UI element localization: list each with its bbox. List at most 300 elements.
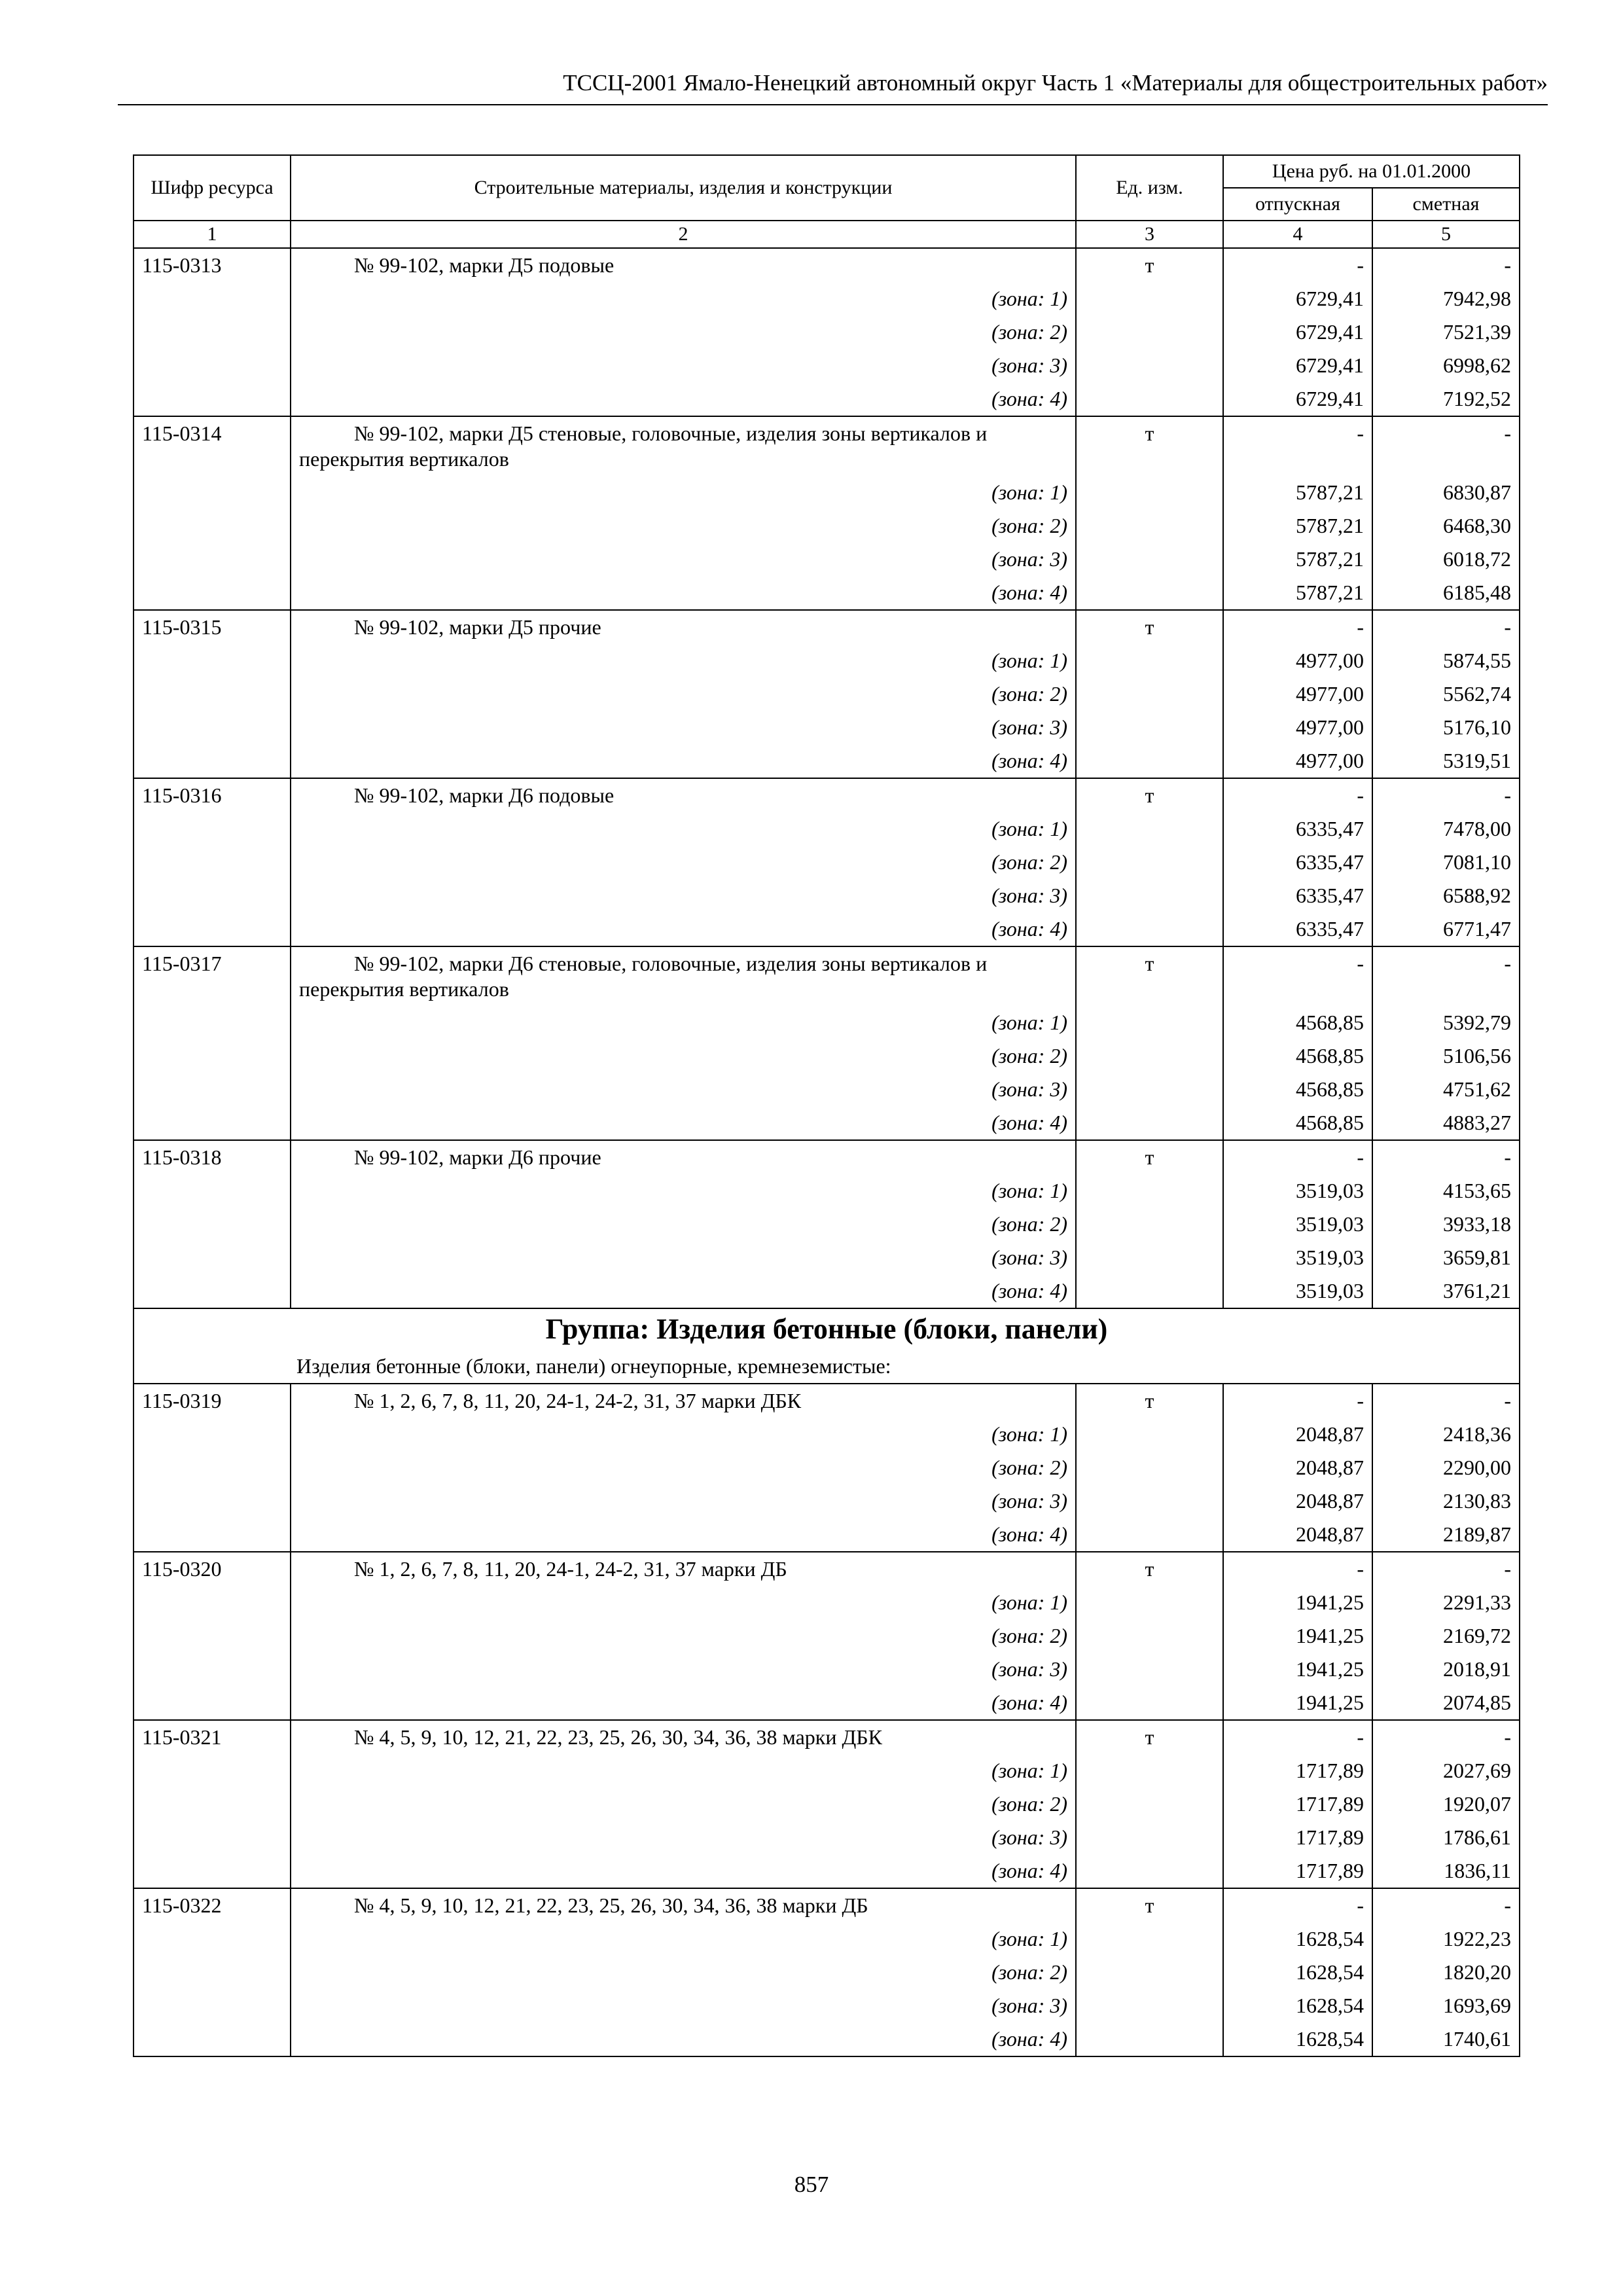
unit: т (1076, 610, 1223, 644)
empty-cell (134, 1586, 291, 1619)
zone-row (134, 282, 1520, 315)
table-row (134, 1552, 1520, 1586)
release-price: - (1223, 778, 1372, 812)
empty-cell (1076, 879, 1223, 912)
estimate-price: 2074,85 (1372, 1686, 1520, 1720)
material-name: № 99-102, марки Д5 подовые (291, 248, 1076, 282)
release-price: 6729,41 (1223, 382, 1372, 416)
zone-row (134, 576, 1520, 610)
empty-cell (134, 1451, 291, 1484)
zone-label: (зона: 2) (291, 509, 1076, 543)
empty-cell (1076, 315, 1223, 349)
table-row (134, 1140, 1520, 1174)
zone-row (134, 1989, 1520, 2022)
zone-label: (зона: 1) (291, 1006, 1076, 1039)
empty-cell (1076, 1106, 1223, 1140)
empty-cell (1076, 711, 1223, 744)
empty-cell (134, 1073, 291, 1106)
release-price: 2048,87 (1223, 1484, 1372, 1518)
zone-label: (зона: 4) (291, 912, 1076, 946)
zone-label: (зона: 4) (291, 1106, 1076, 1140)
release-price: 2048,87 (1223, 1418, 1372, 1451)
zone-row (134, 812, 1520, 846)
zone-row (134, 1241, 1520, 1274)
empty-cell (134, 744, 291, 778)
resource-code: 115-0315 (134, 610, 291, 644)
estimate-price: 6998,62 (1372, 349, 1520, 382)
zone-label: (зона: 2) (291, 315, 1076, 349)
empty-cell (134, 1174, 291, 1208)
zone-row (134, 1518, 1520, 1552)
zone-row (134, 1956, 1520, 1989)
estimate-price: - (1372, 946, 1520, 1006)
empty-cell (1076, 382, 1223, 416)
estimate-price: 1740,61 (1372, 2022, 1520, 2056)
estimate-price: 7942,98 (1372, 282, 1520, 315)
empty-cell (1076, 1518, 1223, 1552)
empty-cell (134, 1039, 291, 1073)
empty-cell (1076, 1854, 1223, 1888)
release-price: - (1223, 1720, 1372, 1754)
estimate-price: 6830,87 (1372, 476, 1520, 509)
empty-cell (134, 1754, 291, 1787)
empty-cell (1076, 1451, 1223, 1484)
release-price: 1941,25 (1223, 1653, 1372, 1686)
estimate-price: 7081,10 (1372, 846, 1520, 879)
material-name: № 4, 5, 9, 10, 12, 21, 22, 23, 25, 26, 30, 34, 36, 38 марки ДБ (291, 1888, 1076, 1922)
zone-label: (зона: 1) (291, 1586, 1076, 1619)
release-price: - (1223, 1888, 1372, 1922)
zone-label: (зона: 4) (291, 1854, 1076, 1888)
table-row (134, 946, 1520, 1006)
zone-label: (зона: 1) (291, 1418, 1076, 1451)
header-rule (118, 104, 1548, 105)
zone-label: (зона: 1) (291, 1754, 1076, 1787)
zone-label: (зона: 2) (291, 1451, 1076, 1484)
zone-label: (зона: 4) (291, 1274, 1076, 1308)
zone-label: (зона: 3) (291, 1821, 1076, 1854)
table-row (134, 610, 1520, 644)
zone-label: (зона: 3) (291, 543, 1076, 576)
estimate-price: 1820,20 (1372, 1956, 1520, 1989)
empty-cell (1076, 1274, 1223, 1308)
empty-cell (134, 1106, 291, 1140)
empty-cell (1076, 1821, 1223, 1854)
material-name: № 1, 2, 6, 7, 8, 11, 20, 24-1, 24-2, 31, 37 марки ДБ (291, 1552, 1076, 1586)
release-price: - (1223, 248, 1372, 282)
resource-code: 115-0320 (134, 1552, 291, 1586)
resource-code: 115-0322 (134, 1888, 291, 1922)
empty-cell (1076, 1006, 1223, 1039)
release-price: 5787,21 (1223, 476, 1372, 509)
resource-code: 115-0317 (134, 946, 291, 1006)
release-price: - (1223, 1552, 1372, 1586)
zone-label: (зона: 3) (291, 1241, 1076, 1274)
zone-row (134, 677, 1520, 711)
resource-code: 115-0318 (134, 1140, 291, 1174)
empty-cell (134, 543, 291, 576)
unit: т (1076, 248, 1223, 282)
estimate-price: 2018,91 (1372, 1653, 1520, 1686)
release-price: 1941,25 (1223, 1686, 1372, 1720)
zone-row (134, 315, 1520, 349)
zone-label: (зона: 4) (291, 576, 1076, 610)
material-name: № 99-102, марки Д5 прочие (291, 610, 1076, 644)
empty-cell (1076, 476, 1223, 509)
zone-row (134, 1854, 1520, 1888)
estimate-price: 2189,87 (1372, 1518, 1520, 1552)
group-subtitle: Изделия бетонные (блоки, панели) огнеупорные, кремнеземистые: (134, 1350, 1520, 1384)
zone-row (134, 846, 1520, 879)
zone-row (134, 382, 1520, 416)
zone-row (134, 1418, 1520, 1451)
col-header-code: Шифр ресурса (134, 155, 291, 221)
resource-code: 115-0319 (134, 1384, 291, 1418)
empty-cell (1076, 744, 1223, 778)
estimate-price: 3659,81 (1372, 1241, 1520, 1274)
zone-row (134, 1039, 1520, 1073)
col-header-estimate: сметная (1372, 188, 1520, 221)
empty-cell (1076, 1418, 1223, 1451)
estimate-price: 5319,51 (1372, 744, 1520, 778)
empty-cell (134, 1418, 291, 1451)
zone-label: (зона: 4) (291, 382, 1076, 416)
estimate-price: 6185,48 (1372, 576, 1520, 610)
zone-label: (зона: 2) (291, 1039, 1076, 1073)
estimate-price: 5874,55 (1372, 644, 1520, 677)
release-price: - (1223, 610, 1372, 644)
empty-cell (134, 1006, 291, 1039)
release-price: 3519,03 (1223, 1274, 1372, 1308)
estimate-price: 7192,52 (1372, 382, 1520, 416)
estimate-price: 6018,72 (1372, 543, 1520, 576)
release-price: 5787,21 (1223, 543, 1372, 576)
estimate-price: 1920,07 (1372, 1787, 1520, 1821)
estimate-price: 1836,11 (1372, 1854, 1520, 1888)
empty-cell (1076, 1922, 1223, 1956)
col-number: 1 (134, 221, 291, 248)
release-price: 6335,47 (1223, 912, 1372, 946)
estimate-price: 4153,65 (1372, 1174, 1520, 1208)
empty-cell (134, 1989, 291, 2022)
release-price: 3519,03 (1223, 1208, 1372, 1241)
empty-cell (1076, 1174, 1223, 1208)
release-price: - (1223, 1140, 1372, 1174)
col-header-unit: Ед. изм. (1076, 155, 1223, 221)
empty-cell (1076, 543, 1223, 576)
material-name: № 99-102, марки Д5 стеновые, головочные, изделия зоны вертикалов и перекрытия вертикалов (291, 416, 1076, 476)
release-price: 1628,54 (1223, 2022, 1372, 2056)
estimate-price: 4883,27 (1372, 1106, 1520, 1140)
zone-row (134, 711, 1520, 744)
empty-cell (134, 644, 291, 677)
empty-cell (134, 1241, 291, 1274)
zone-row (134, 509, 1520, 543)
estimate-price: 3933,18 (1372, 1208, 1520, 1241)
zone-row (134, 744, 1520, 778)
zone-label: (зона: 1) (291, 1174, 1076, 1208)
col-header-release: отпускная (1223, 188, 1372, 221)
empty-cell (1076, 1686, 1223, 1720)
estimate-price: 6771,47 (1372, 912, 1520, 946)
zone-label: (зона: 2) (291, 1208, 1076, 1241)
empty-cell (1076, 509, 1223, 543)
table-row (134, 248, 1520, 282)
col-number: 4 (1223, 221, 1372, 248)
zone-label: (зона: 3) (291, 1989, 1076, 2022)
zone-row (134, 1484, 1520, 1518)
estimate-price: 5392,79 (1372, 1006, 1520, 1039)
empty-cell (134, 476, 291, 509)
zone-label: (зона: 3) (291, 1653, 1076, 1686)
release-price: 4568,85 (1223, 1006, 1372, 1039)
empty-cell (134, 1653, 291, 1686)
empty-cell (134, 349, 291, 382)
material-name: № 99-102, марки Д6 стеновые, головочные, изделия зоны вертикалов и перекрытия вертикалов (291, 946, 1076, 1006)
release-price: 4977,00 (1223, 711, 1372, 744)
estimate-price: 7478,00 (1372, 812, 1520, 846)
empty-cell (1076, 1754, 1223, 1787)
zone-label: (зона: 2) (291, 1956, 1076, 1989)
unit: т (1076, 1720, 1223, 1754)
empty-cell (134, 846, 291, 879)
empty-cell (1076, 1586, 1223, 1619)
zone-label: (зона: 4) (291, 1686, 1076, 1720)
estimate-price: - (1372, 248, 1520, 282)
estimate-price: 6468,30 (1372, 509, 1520, 543)
zone-row (134, 1821, 1520, 1854)
empty-cell (1076, 912, 1223, 946)
page-number: 857 (794, 2172, 829, 2197)
zone-row (134, 476, 1520, 509)
release-price: 4977,00 (1223, 644, 1372, 677)
table-row (134, 1888, 1520, 1922)
zone-row (134, 1106, 1520, 1140)
release-price: 5787,21 (1223, 509, 1372, 543)
estimate-price: 2027,69 (1372, 1754, 1520, 1787)
release-price: 6729,41 (1223, 315, 1372, 349)
empty-cell (134, 1821, 291, 1854)
release-price: 6335,47 (1223, 879, 1372, 912)
zone-label: (зона: 3) (291, 711, 1076, 744)
table-row (134, 778, 1520, 812)
estimate-price: - (1372, 1720, 1520, 1754)
empty-cell (134, 2022, 291, 2056)
empty-cell (134, 812, 291, 846)
zone-row (134, 1619, 1520, 1653)
zone-label: (зона: 1) (291, 812, 1076, 846)
unit: т (1076, 416, 1223, 476)
estimate-price: 2418,36 (1372, 1418, 1520, 1451)
zone-label: (зона: 1) (291, 644, 1076, 677)
empty-cell (1076, 1241, 1223, 1274)
zone-row (134, 1922, 1520, 1956)
zone-row (134, 543, 1520, 576)
col-header-price: Цена руб. на 01.01.2000 (1223, 155, 1520, 188)
empty-cell (134, 711, 291, 744)
material-name: № 1, 2, 6, 7, 8, 11, 20, 24-1, 24-2, 31, 37 марки ДБК (291, 1384, 1076, 1418)
release-price: 1717,89 (1223, 1854, 1372, 1888)
zone-label: (зона: 1) (291, 1922, 1076, 1956)
release-price: 1717,89 (1223, 1754, 1372, 1787)
resource-code: 115-0313 (134, 248, 291, 282)
empty-cell (134, 1787, 291, 1821)
material-name: № 99-102, марки Д6 подовые (291, 778, 1076, 812)
zone-label: (зона: 3) (291, 1073, 1076, 1106)
zone-row (134, 1073, 1520, 1106)
release-price: 3519,03 (1223, 1241, 1372, 1274)
zone-label: (зона: 3) (291, 1484, 1076, 1518)
empty-cell (134, 282, 291, 315)
estimate-price: 5176,10 (1372, 711, 1520, 744)
release-price: - (1223, 946, 1372, 1006)
resource-code: 115-0316 (134, 778, 291, 812)
zone-row (134, 1686, 1520, 1720)
zone-row (134, 2022, 1520, 2056)
table-row (134, 1384, 1520, 1418)
zone-row (134, 1174, 1520, 1208)
estimate-price: 2290,00 (1372, 1451, 1520, 1484)
release-price: 4977,00 (1223, 677, 1372, 711)
empty-cell (1076, 677, 1223, 711)
empty-cell (1076, 1989, 1223, 2022)
unit: т (1076, 778, 1223, 812)
estimate-price: - (1372, 1384, 1520, 1418)
estimate-price: 4751,62 (1372, 1073, 1520, 1106)
empty-cell (1076, 1484, 1223, 1518)
zone-row (134, 1754, 1520, 1787)
zone-label: (зона: 3) (291, 879, 1076, 912)
estimate-price: 7521,39 (1372, 315, 1520, 349)
col-number: 5 (1372, 221, 1520, 248)
material-name: № 4, 5, 9, 10, 12, 21, 22, 23, 25, 26, 30, 34, 36, 38 марки ДБК (291, 1720, 1076, 1754)
empty-cell (1076, 1073, 1223, 1106)
estimate-price: - (1372, 610, 1520, 644)
zone-row (134, 1653, 1520, 1686)
release-price: 1628,54 (1223, 1989, 1372, 2022)
zone-row (134, 1586, 1520, 1619)
col-header-name: Строительные материалы, изделия и конструкции (291, 155, 1076, 221)
unit: т (1076, 946, 1223, 1006)
empty-cell (134, 1956, 291, 1989)
empty-cell (1076, 1039, 1223, 1073)
empty-cell (134, 509, 291, 543)
empty-cell (1076, 644, 1223, 677)
empty-cell (1076, 2022, 1223, 2056)
release-price: 1717,89 (1223, 1821, 1372, 1854)
zone-row (134, 1006, 1520, 1039)
empty-cell (1076, 1787, 1223, 1821)
zone-label: (зона: 2) (291, 1787, 1076, 1821)
estimate-price: 2130,83 (1372, 1484, 1520, 1518)
estimate-price: 5562,74 (1372, 677, 1520, 711)
empty-cell (1076, 846, 1223, 879)
zone-row (134, 912, 1520, 946)
empty-cell (1076, 1956, 1223, 1989)
release-price: 1628,54 (1223, 1922, 1372, 1956)
empty-cell (134, 1484, 291, 1518)
zone-row (134, 1208, 1520, 1241)
empty-cell (134, 677, 291, 711)
empty-cell (134, 1518, 291, 1552)
zone-label: (зона: 2) (291, 677, 1076, 711)
empty-cell (134, 912, 291, 946)
unit: т (1076, 1140, 1223, 1174)
release-price: 6335,47 (1223, 846, 1372, 879)
zone-label: (зона: 4) (291, 744, 1076, 778)
release-price: 2048,87 (1223, 1451, 1372, 1484)
estimate-price: - (1372, 778, 1520, 812)
empty-cell (134, 576, 291, 610)
zone-label: (зона: 4) (291, 2022, 1076, 2056)
estimate-price: - (1372, 1888, 1520, 1922)
zone-row (134, 349, 1520, 382)
empty-cell (1076, 1619, 1223, 1653)
zone-label: (зона: 3) (291, 349, 1076, 382)
release-price: 6729,41 (1223, 282, 1372, 315)
release-price: 4568,85 (1223, 1039, 1372, 1073)
release-price: 4568,85 (1223, 1106, 1372, 1140)
release-price: 6729,41 (1223, 349, 1372, 382)
table-row (134, 416, 1520, 476)
empty-cell (134, 1854, 291, 1888)
zone-label: (зона: 1) (291, 282, 1076, 315)
empty-cell (134, 879, 291, 912)
estimate-price: 1786,61 (1372, 1821, 1520, 1854)
material-name: № 99-102, марки Д6 прочие (291, 1140, 1076, 1174)
zone-row (134, 1274, 1520, 1308)
unit: т (1076, 1384, 1223, 1418)
zone-row (134, 879, 1520, 912)
col-number: 3 (1076, 221, 1223, 248)
empty-cell (134, 315, 291, 349)
price-table (133, 154, 1520, 2057)
estimate-price: 2169,72 (1372, 1619, 1520, 1653)
release-price: 6335,47 (1223, 812, 1372, 846)
release-price: 3519,03 (1223, 1174, 1372, 1208)
empty-cell (1076, 812, 1223, 846)
release-price: 1628,54 (1223, 1956, 1372, 1989)
zone-label: (зона: 4) (291, 1518, 1076, 1552)
empty-cell (1076, 282, 1223, 315)
estimate-price: 3761,21 (1372, 1274, 1520, 1308)
estimate-price: - (1372, 1552, 1520, 1586)
empty-cell (134, 1208, 291, 1241)
release-price: 1941,25 (1223, 1586, 1372, 1619)
release-price: 1941,25 (1223, 1619, 1372, 1653)
zone-row (134, 1787, 1520, 1821)
zone-label: (зона: 2) (291, 846, 1076, 879)
zone-label: (зона: 1) (291, 476, 1076, 509)
empty-cell (1076, 576, 1223, 610)
zone-label: (зона: 2) (291, 1619, 1076, 1653)
release-price: 2048,87 (1223, 1518, 1372, 1552)
resource-code: 115-0314 (134, 416, 291, 476)
release-price: 5787,21 (1223, 576, 1372, 610)
estimate-price: 6588,92 (1372, 879, 1520, 912)
table-row (134, 1720, 1520, 1754)
empty-cell (134, 1274, 291, 1308)
col-number: 2 (291, 221, 1076, 248)
estimate-price: - (1372, 1140, 1520, 1174)
zone-row (134, 1451, 1520, 1484)
empty-cell (134, 1922, 291, 1956)
estimate-price: 2291,33 (1372, 1586, 1520, 1619)
release-price: 4568,85 (1223, 1073, 1372, 1106)
release-price: - (1223, 1384, 1372, 1418)
group-title: Группа: Изделия бетонные (блоки, панели) (134, 1308, 1520, 1350)
resource-code: 115-0321 (134, 1720, 291, 1754)
